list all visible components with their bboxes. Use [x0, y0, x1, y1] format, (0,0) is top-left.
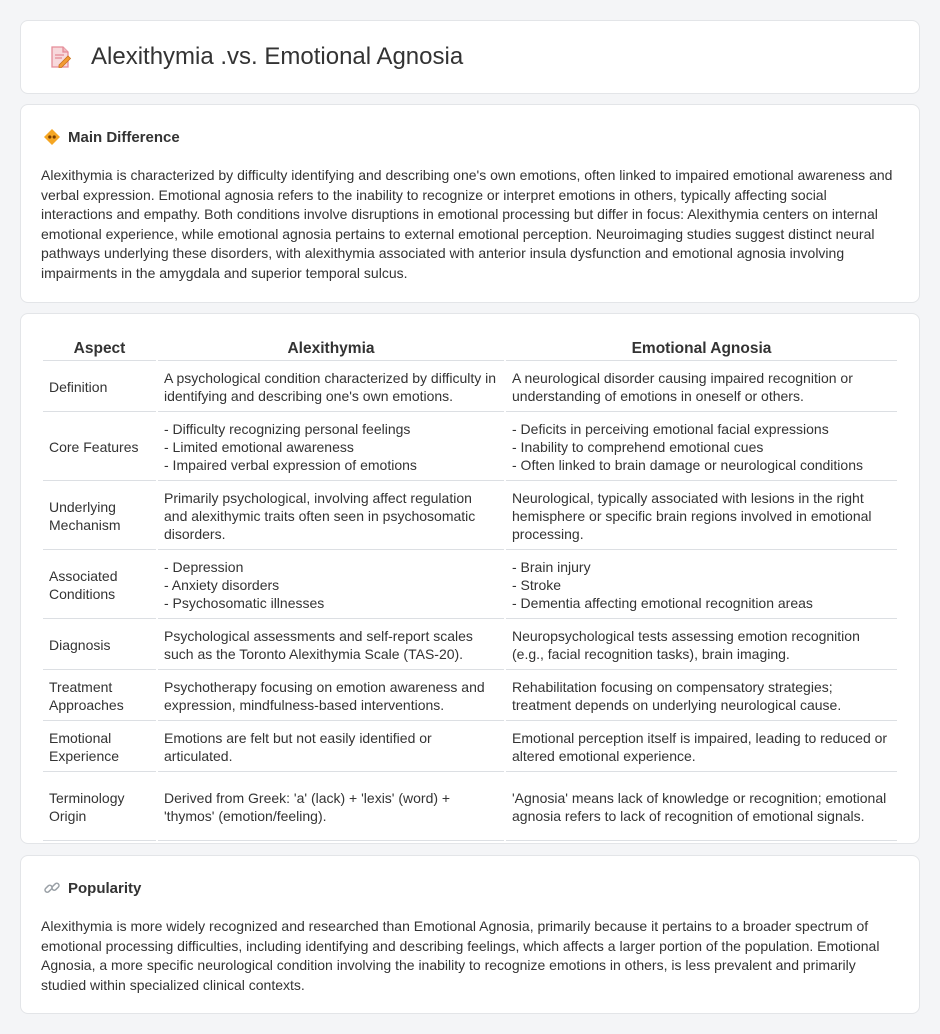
header-aspect: Aspect: [43, 338, 156, 361]
cell-alexithymia: [158, 621, 504, 670]
popularity-title: Popularity: [68, 879, 142, 897]
cell-line: - Psychosomatic illnesses: [164, 595, 325, 611]
cell-emotional-agnosia: [506, 723, 897, 772]
cell-aspect: Core Features: [43, 414, 156, 481]
cell-alexithymia: [158, 363, 504, 412]
cell-aspect: Underlying Mechanism: [43, 483, 156, 550]
table-header-row: [43, 338, 897, 361]
cell-line: - Impaired verbal expression of emotions: [164, 457, 417, 473]
cell-line: Rehabilitation focusing on compensatory strategies; treatment depends on underlying neurological cause.: [512, 679, 842, 713]
popularity-text: Alexithymia is more widely recognized and researched than Emotional Agnosia, primarily because it pertains to a broader spectrum of emotional processing difficulties, including identifying and describing feelings, which affects a larger portion of the population. Emotional Agnosia, a more specific neurological condition involving the inability to recognize emotions in others, is less prevalent and primarily studied within specialized clinical contexts.: [41, 918, 880, 993]
cell-alexithymia: [158, 483, 504, 550]
cell-line: - Inability to comprehend emotional cues: [512, 439, 764, 455]
main-difference-heading: [43, 128, 180, 146]
cell-line: Derived from Greek: 'a' (lack) + 'lexis' (word) + 'thymos' (emotion/feeling).: [164, 790, 451, 824]
cell-line: Emotions are felt but not easily identified or articulated.: [164, 730, 432, 764]
main-difference-title: Main Difference: [68, 128, 180, 146]
page-title: Alexithymia .vs. Emotional Agnosia: [91, 43, 464, 70]
table-row: [43, 414, 897, 481]
comparison-section: [20, 313, 920, 844]
table-row: [43, 621, 897, 670]
cell-aspect: Emotional Experience: [43, 723, 156, 772]
cell-line: - Anxiety disorders: [164, 577, 280, 593]
cell-line: Emotional perception itself is impaired, leading to reduced or altered emotional experience.: [512, 730, 888, 764]
cell-alexithymia: [158, 774, 504, 841]
diamond-icon: [43, 128, 61, 146]
cell-line: Neurological, typically associated with lesions in the right hemisphere or specific brain regions involved in emotional processing.: [512, 490, 872, 542]
cell-emotional-agnosia: [506, 483, 897, 550]
table-row: [43, 552, 897, 619]
cell-line: - Stroke: [512, 577, 562, 593]
header-emotional-agnosia: Emotional Agnosia: [506, 338, 897, 361]
cell-line: - Limited emotional awareness: [164, 439, 354, 455]
link-icon: [43, 879, 61, 897]
cell-emotional-agnosia: [506, 672, 897, 721]
table-row: [43, 483, 897, 550]
table-row: [43, 774, 897, 841]
cell-line: - Difficulty recognizing personal feelings: [164, 421, 411, 437]
cell-line: A psychological condition characterized by difficulty in identifying and describing one's own emotions.: [164, 370, 497, 404]
title-card: [20, 20, 920, 94]
cell-aspect: Associated Conditions: [43, 552, 156, 619]
popularity-heading: [43, 879, 141, 897]
cell-alexithymia: [158, 552, 504, 619]
cell-alexithymia: [158, 723, 504, 772]
cell-aspect: Diagnosis: [43, 621, 156, 670]
cell-line: 'Agnosia' means lack of knowledge or recognition; emotional agnosia refers to lack of recognition of emotional signals.: [512, 790, 887, 824]
cell-line: - Depression: [164, 559, 244, 575]
comparison-table: [41, 336, 899, 843]
cell-line: Psychological assessments and self-report scales such as the Toronto Alexithymia Scale (TAS-20).: [164, 628, 473, 662]
cell-line: Psychotherapy focusing on emotion awareness and expression, mindfulness-based interventions.: [164, 679, 485, 713]
cell-emotional-agnosia: [506, 414, 897, 481]
cell-line: - Dementia affecting emotional recognition areas: [512, 595, 813, 611]
cell-line: - Often linked to brain damage or neurological conditions: [512, 457, 863, 473]
popularity-section: [20, 855, 920, 1014]
cell-emotional-agnosia: [506, 552, 897, 619]
cell-emotional-agnosia: [506, 774, 897, 841]
table-row: [43, 363, 897, 412]
cell-line: Neuropsychological tests assessing emotion recognition (e.g., facial recognition tasks), brain imaging.: [512, 628, 860, 662]
main-difference-section: [20, 104, 920, 303]
cell-line: Primarily psychological, involving affect regulation and alexithymic traits often seen in psychosomatic disorders.: [164, 490, 476, 542]
cell-alexithymia: [158, 672, 504, 721]
table-row: [43, 672, 897, 721]
main-difference-text: Alexithymia is characterized by difficulty identifying and describing one's own emotions, often linked to impaired emotional awareness and verbal expression. Emotional agnosia refers to the inability to recognize or interpret emotions in others, typically affecting social interactions and empathy. Both conditions involve disruptions in emotional processing but differ in focus: Alexithymia centers on internal emotional experience, while emotional agnosia pertains to external emotional perception. Neuroimaging studies suggest distinct neural pathways underlying these disorders, with alexithymia associated with anterior insula dysfunction and emotional agnosia involving impairments in the amygdala and superior temporal sulcus.: [41, 167, 893, 281]
cell-emotional-agnosia: [506, 621, 897, 670]
cell-line: - Brain injury: [512, 559, 591, 575]
cell-aspect: Terminology Origin: [43, 774, 156, 841]
cell-line: - Deficits in perceiving emotional facial expressions: [512, 421, 829, 437]
table-row: [43, 723, 897, 772]
cell-line: A neurological disorder causing impaired recognition or understanding of emotions in oneself or others.: [512, 370, 853, 404]
cell-alexithymia: [158, 414, 504, 481]
cell-emotional-agnosia: [506, 363, 897, 412]
cell-aspect: Definition: [43, 363, 156, 412]
header-alexithymia: Alexithymia: [158, 338, 504, 361]
cell-aspect: Treatment Approaches: [43, 672, 156, 721]
document-pencil-icon: [47, 44, 73, 70]
